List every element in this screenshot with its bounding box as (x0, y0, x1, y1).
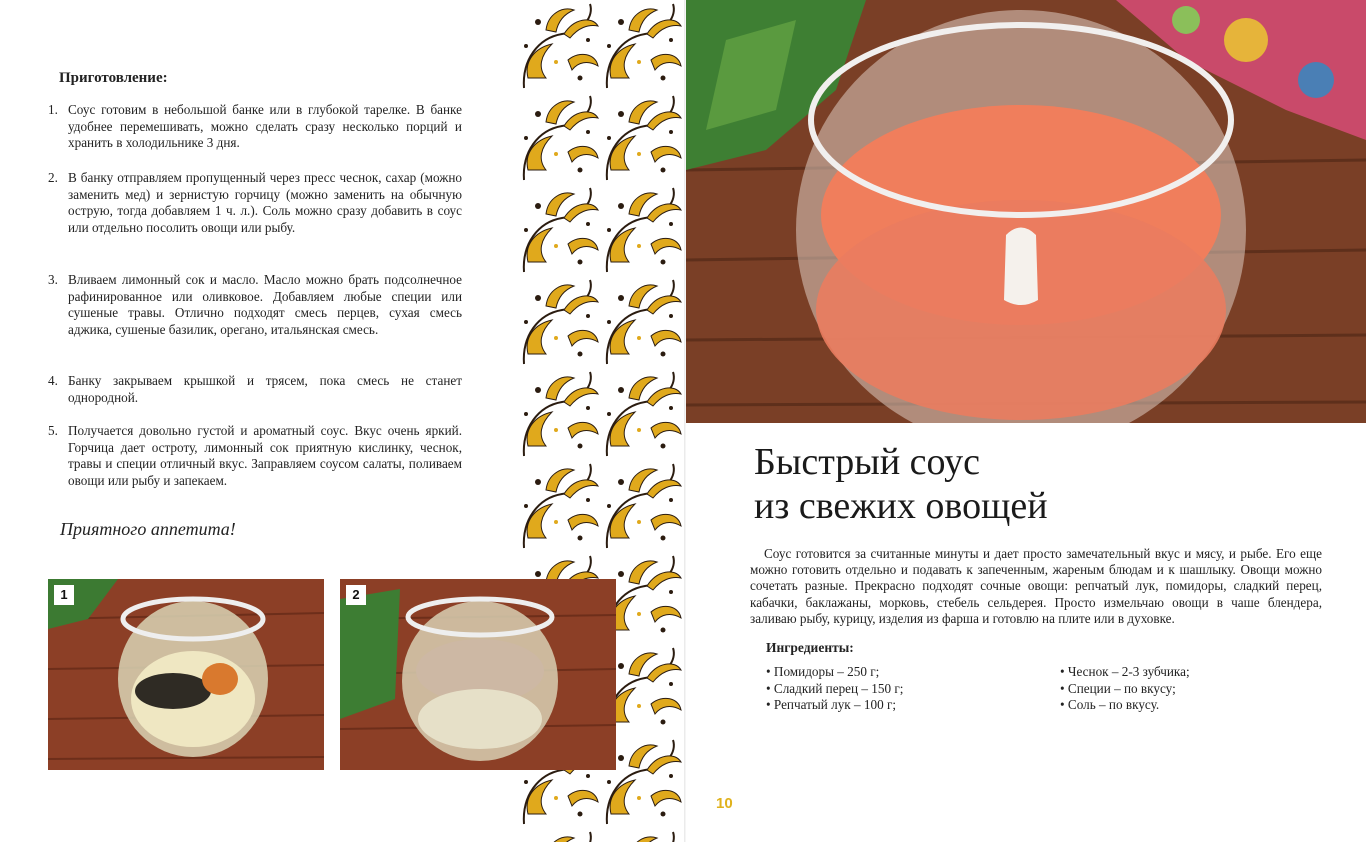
step-photo-1 (48, 579, 324, 770)
jar-with-spices-image (48, 579, 324, 770)
ingredient-item: • Помидоры – 250 г; (766, 664, 903, 681)
ingredients-heading: Ингредиенты: (766, 640, 854, 655)
page-number: 10 (716, 795, 733, 812)
step-5 (48, 423, 462, 490)
step-text: Получается довольно густой и ароматный соус. Вкус очень яркий. Горчица дает остроту, лимонный сок приятную кислинку, чеснок, травы и специи отличный вкус. Заправляем соусом салаты, поливаем овощи или рыбу и запекаем. (68, 423, 462, 489)
step-3 (48, 272, 462, 339)
ingredient-item: • Репчатый лук – 100 г; (766, 697, 903, 714)
ingredient-item: • Специи – по вкусу; (1060, 681, 1190, 698)
step-badge: 2 (346, 585, 366, 605)
step-text: Вливаем лимонный сок и масло. Масло можно брать подсолнечное рафинированное или оливковое. Добавляем любые специи или сушеные травы. Отлично подходят смесь перцев, сухая смесь аджика, сушеные базилик, орегано, итальянская смесь. (68, 272, 462, 338)
recipe-title (754, 440, 1314, 528)
step-number: 5. (48, 423, 58, 438)
ingredient-item: • Чеснок – 2-3 зубчика; (1060, 664, 1190, 681)
preparation-heading: Приготовление: (59, 70, 168, 86)
jar-with-mixed-sauce-image (340, 579, 616, 770)
title-line-2: из свежих овощей (754, 485, 1048, 527)
step-number: 3. (48, 272, 58, 287)
step-photo-2 (340, 579, 616, 770)
step-text: Соус готовим в небольшой банке или в глубокой тарелке. В банке удобнее перемешивать, можно сделать сразу несколько порций и хранить в холодильнике 3 дня. (68, 102, 462, 151)
step-badge: 1 (54, 585, 74, 605)
step-number: 4. (48, 373, 58, 388)
step-4 (48, 373, 462, 406)
title-line-1: Быстрый соус (754, 441, 980, 483)
right-page (686, 0, 1366, 842)
step-number: 2. (48, 170, 58, 185)
hero-photo (686, 0, 1366, 423)
step-1 (48, 102, 462, 152)
ingredients-list-left (766, 664, 903, 714)
step-text: В банку отправляем пропущенный через пресс чеснок, сахар (можно заменить мед) и зернистую горчицу (можно заменить на обычную острую, тогда добавляем 1 ч. л.). Соль можно сразу добавить в соус или отдельно посолить овощи или рыбу. (68, 170, 462, 236)
ingredients-list-right (1060, 664, 1190, 714)
recipe-intro: Соус готовится за считанные минуты и дает просто замечательный вкус и мясу, и рыбе. Его еще можно готовить отдельно и подавать к запеченным, жареным блюдам и к шашлыку. Овощи можно сочетать разные. Прекрасно подходят сочные овощи: репчатый лук, помидоры, сладкий перец, кабачки, баклажаны, морковь, стебель сельдерея. Просто измельчаю овощи в чаше блендера, заливаю рыбу, курицу, изделия из фарша и готовлю на плите или в духовке. (750, 546, 1322, 626)
step-text: Банку закрываем крышкой и трясем, пока смесь не станет однородной. (68, 373, 462, 405)
closing-phrase: Приятного аппетита! (60, 519, 236, 539)
step-2 (48, 170, 462, 237)
blender-bowl-with-sauce-image (686, 0, 1366, 423)
ingredient-item: • Соль – по вкусу. (1060, 697, 1190, 714)
ingredient-item: • Сладкий перец – 150 г; (766, 681, 903, 698)
step-number: 1. (48, 102, 58, 117)
